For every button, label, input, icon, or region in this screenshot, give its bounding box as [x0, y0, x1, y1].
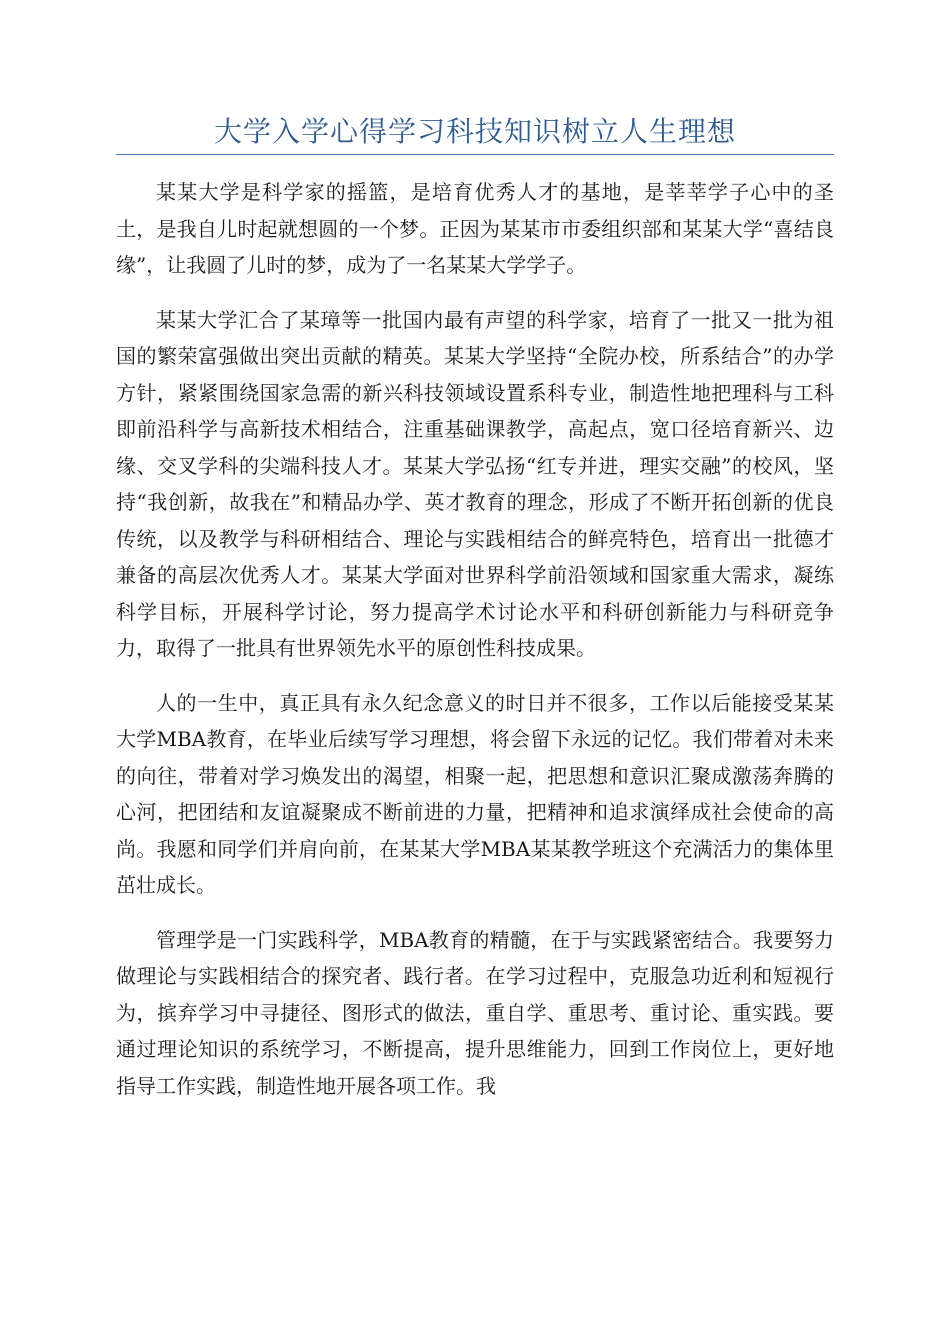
paragraph: 某某大学是科学家的摇篮，是培育优秀人才的基地，是莘莘学子心中的圣土，是我自儿时起就想圆的一个梦。正因为某某市市委组织部和某某大学“喜结良缘”，让我圆了儿时的梦，成为了一名某某大学学子。	[116, 180, 834, 277]
paragraph: 某某大学汇合了某璋等一批国内最有声望的科学家，培育了一批又一批为祖国的繁荣富强做出突出贡献的精英。某某大学坚持“全院办校，所系结合”的办学方针，紧紧围绕国家急需的新兴科技领域设置系科专业，制造性地把理科与工科即前沿科学与高新技术相结合，注重基础课教学，高起点，宽口径培育新兴、边缘、交叉学科的尖端科技人才。某某大学弘扬“红专并进，理实交融”的校风，坚持“我创新，故我在”和精品办学、英才教育的理念，形成了不断开拓创新的优良传统，以及教学与科研相结合、理论与实践相结合的鲜亮特色，培育出一批德才兼备的高层次优秀人才。某某大学面对世界科学前沿领域和国家重大需求，凝练科学目标，开展科学讨论，努力提高学术讨论水平和科研创新能力与科研竞争力，取得了一批具有世界领先水平的原创性科技成果。	[116, 307, 834, 660]
paragraph: 人的一生中，真正具有永久纪念意义的时日并不很多，工作以后能接受某某大学MBA教育，在毕业后续写学习理想，将会留下永远的记忆。我们带着对未来的向往，带着对学习焕发出的渴望，相聚一起，把思想和意识汇聚成激荡奔腾的心河，把团结和友谊凝聚成不断前进的力量，把精神和追求演绎成社会使命的高尚。我愿和同学们并肩向前，在某某大学MBA某某教学班这个充满活力的集体里茁壮成长。	[116, 690, 834, 897]
title-underline	[116, 154, 834, 155]
document-body	[116, 174, 834, 1122]
document-title: 大学入学心得学习科技知识树立人生理想	[213, 115, 736, 148]
paragraph: 管理学是一门实践科学，MBA教育的精髓，在于与实践紧密结合。我要努力做理论与实践相结合的探究者、践行者。在学习过程中，克服急功近利和短视行为，摈弃学习中寻捷径、图形式的做法，重自学、重思考、重讨论、重实践。要通过理论知识的系统学习，不断提高，提升思维能力，回到工作岗位上，更好地指导工作实践，制造性地开展各项工作。我	[116, 927, 834, 1098]
